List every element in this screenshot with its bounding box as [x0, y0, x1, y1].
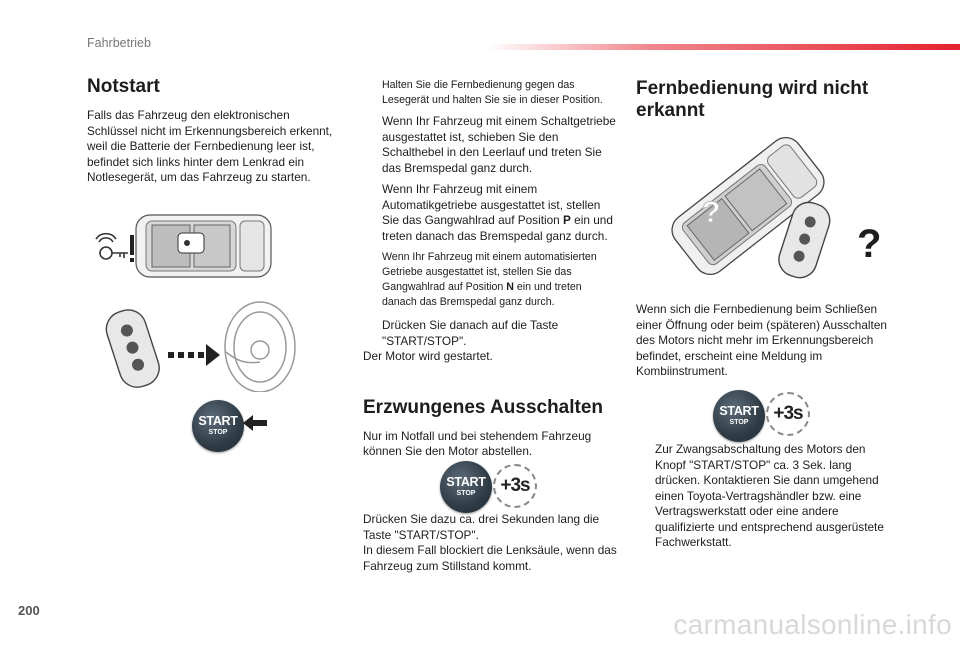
section-label: Fahrbetrieb	[87, 36, 151, 50]
start-label: START	[719, 404, 759, 418]
dotted-arrow-icon	[168, 344, 220, 366]
left-arrow-icon	[243, 415, 267, 431]
car-not-detected-illustration	[648, 136, 888, 286]
car-top-view	[136, 215, 271, 277]
engine-started-text: Der Motor wird gestartet.	[363, 349, 493, 363]
notstart-title: Notstart	[87, 76, 160, 97]
erzwungen-title: Erzwungenes Ausschalten	[363, 396, 604, 418]
erzwungen-how: Drücken Sie dazu ca. drei Sekunden lang die Taste "START/STOP".	[363, 512, 600, 542]
page-number: 200	[18, 603, 40, 618]
fernbedienung-title: Fernbedienung wird nicht erkannt	[636, 78, 869, 121]
notstart-intro: Falls das Fahrzeug den elektronischen Schlüssel nicht im Erkennungsbereich erkennt, weil die Batterie der Fernbedienung leer ist, befindet sich links hinter dem Lenkrad ein Notlesegerät, um das Fahrzeug zu starten.	[87, 108, 333, 184]
step-text: Wenn Ihr Fahrzeug mit einem automatisierten Getriebe ausgestattet ist, stellen Sie das Gangwahlrad auf Position	[382, 251, 597, 293]
step-text-suffix: ein und treten danach das Bremspedal ganz durch.	[382, 281, 582, 308]
start-label: START	[198, 414, 238, 428]
watermark: carmanualsonline.info	[673, 609, 952, 640]
erzwungen-effect: In diesem Fall blockiert die Lenksäule, wenn das Fahrzeug zum Stillstand kommt.	[363, 543, 617, 573]
gear-position-p: P	[563, 213, 571, 227]
fernbedienung-column	[636, 78, 886, 132]
stop-label: STOP	[729, 419, 749, 426]
question-mark-label: ?	[857, 222, 882, 266]
step-text: Halten Sie die Fernbedienung gegen das Lesegerät und halten Sie sie in dieser Position.	[382, 79, 603, 106]
step-automated	[363, 250, 618, 310]
fernbedienung-text	[636, 302, 888, 380]
start-stop-button-icon	[440, 461, 492, 513]
stop-label: STOP	[456, 490, 476, 497]
step-manual	[363, 114, 618, 176]
step-press-start	[363, 318, 618, 349]
key-warning-icon	[96, 234, 134, 262]
header-rule	[486, 44, 960, 50]
step-automatic	[363, 182, 618, 244]
car-key-illustration	[84, 205, 284, 295]
notstart-column	[87, 76, 337, 186]
step-text: Drücken Sie danach auf die Taste "START/STOP".	[382, 318, 559, 348]
force-stop-step	[636, 442, 888, 551]
hold-3s-icon: +3s	[766, 392, 810, 436]
reader-illustration	[98, 292, 298, 392]
steering-wheel-icon	[225, 302, 295, 392]
step-text: Zur Zwangsabschaltung des Motors den Knopf "START/STOP" ca. 3 Sek. lang drücken. Kontaktieren Sie dann umgehend einen Toyota-Vertragshändler bzw. eine Vertragswerkstatt oder eine andere qualifizierte und entsprechend ausgerüstete Fachwerkstatt.	[655, 442, 884, 549]
step-hold-key	[363, 78, 618, 108]
start-label: START	[446, 475, 486, 489]
step-text: Wenn Ihr Fahrzeug mit einem Schaltgetriebe ausgestattet ist, schieben Sie den Schalthebel in den Leerlauf und treten Sie das Bremspedal ganz durch.	[382, 114, 616, 175]
steps-column	[363, 78, 618, 460]
start-stop-button-icon	[713, 390, 765, 442]
step-text-suffix: ein und treten danach das Bremspedal ganz durch.	[382, 213, 613, 243]
key-fob-icon	[102, 305, 164, 392]
fernbedienung-paragraph: Wenn sich die Fernbedienung beim Schließen einer Öffnung oder beim (späteren) Ausschalten des Motors nicht mehr im Erkennungsbereich befindet, erscheint eine Meldung im Kombiinstrument.	[636, 302, 887, 378]
question-mark-icon: ?	[702, 196, 721, 229]
erzwungen-intro: Nur im Notfall und bei stehendem Fahrzeug können Sie den Motor abstellen.	[363, 428, 592, 458]
step-text: Wenn Ihr Fahrzeug mit einem Automatikgetriebe ausgestattet ist, stellen Sie das Gangwahlrad auf Position	[382, 182, 601, 227]
stop-label: STOP	[208, 429, 228, 436]
fernbedienung-instruction	[636, 442, 888, 557]
start-stop-button-icon	[192, 400, 244, 452]
gear-position-n: N	[506, 281, 514, 293]
hold-3s-icon: +3s	[493, 464, 537, 508]
erzwungen-details	[363, 512, 618, 574]
